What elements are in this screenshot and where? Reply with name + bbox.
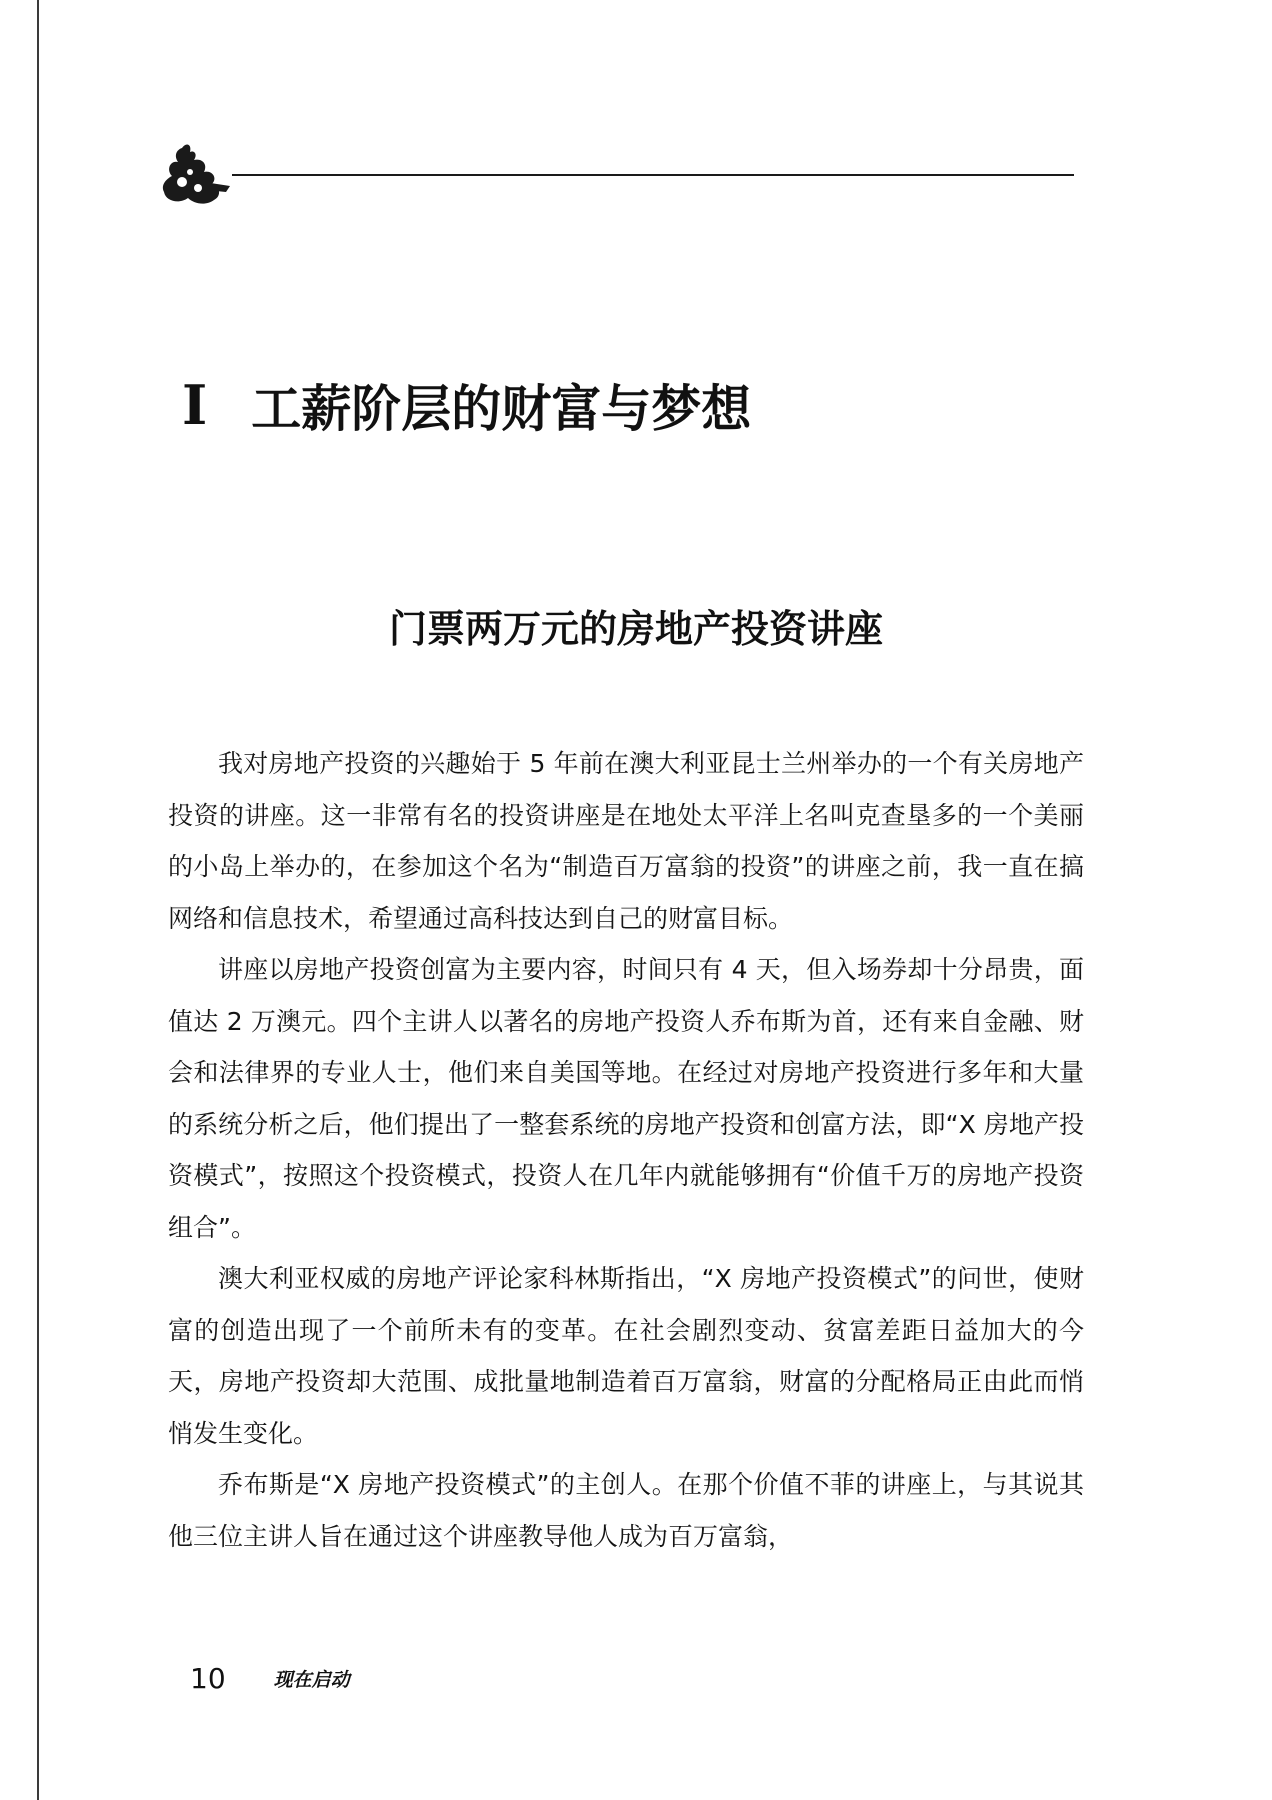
section-title: 门票两万元的房地产投资讲座: [388, 606, 883, 651]
paragraph: 我对房地产投资的兴趣始于 5 年前在澳大利亚昆士兰州举办的一个有关房地产投资的讲座。这一非常有名的投资讲座是在地处太平洋上名叫克查垦多的一个美丽的小岛上举办的，在参加这个名为“制造百万富翁的投资”的讲座之前，我一直在搞网络和信息技术，希望通过高科技达到自己的财富目标。: [168, 749, 1084, 933]
paragraph: 乔布斯是“X 房地产投资模式”的主创人。在那个价值不菲的讲座上，与其说其他三位主讲人旨在通过这个讲座教导他人成为百万富翁，: [168, 1470, 1084, 1551]
page-spine-line: [37, 0, 39, 1800]
header-rule: [232, 174, 1074, 176]
chapter-heading: [182, 360, 751, 450]
page-footer: [190, 1660, 350, 1696]
chapter-title: 工薪阶层的财富与梦想: [251, 379, 752, 438]
body-text: [168, 738, 1084, 1562]
page-number: 10: [190, 1661, 226, 1695]
paragraph: 澳大利亚权威的房地产评论家科林斯指出，“X 房地产投资模式”的问世，使财富的创造出现了一个前所未有的变革。在社会剧烈变动、贫富差距日益加大的今天，房地产投资却大范围、成批量地制造着百万富翁，财富的分配格局正由此而悄悄发生变化。: [168, 1264, 1084, 1448]
paragraph: 讲座以房地产投资创富为主要内容，时间只有 4 天，但入场券却十分昂贵，面值达 2 万澳元。四个主讲人以著名的房地产投资人乔布斯为首，还有来自金融、财会和法律界的专业人士，他们来自美国等地。在经过对房地产投资进行多年和大量的系统分析之后，他们提出了一整套系统的房地产投资和创富方法，即“X 房地产投资模式”，按照这个投资模式，投资人在几年内就能够拥有“价值千万的房地产投资组合”。: [168, 955, 1084, 1242]
ink-blot-ornament-icon: [160, 142, 234, 208]
running-book-title: 现在启动: [273, 1668, 350, 1691]
chapter-number: I: [182, 373, 208, 437]
